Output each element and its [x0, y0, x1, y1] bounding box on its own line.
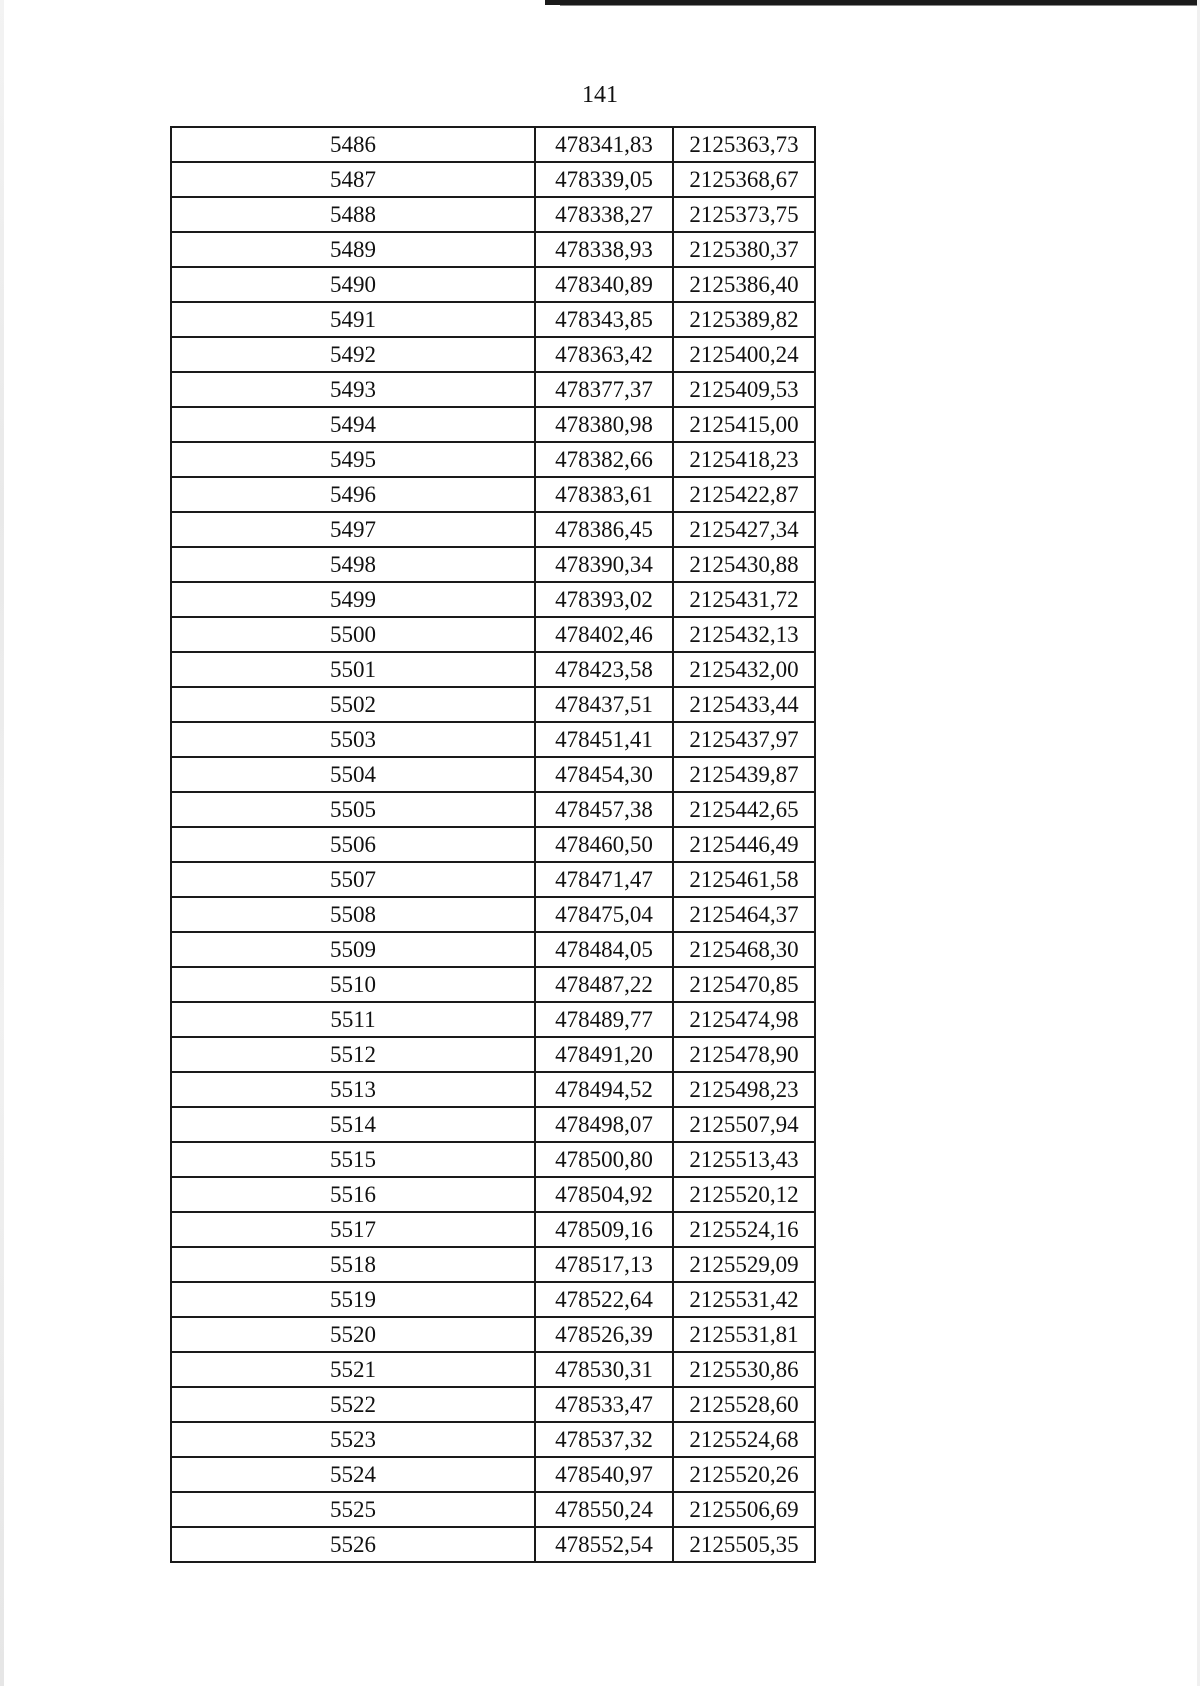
point-number-cell: 5495: [171, 442, 535, 477]
x-coordinate-cell: 478550,24: [535, 1492, 673, 1527]
point-number-cell: 5503: [171, 722, 535, 757]
y-coordinate-cell: 2125524,68: [673, 1422, 815, 1457]
table-row: [171, 477, 815, 512]
y-coordinate-cell: 2125433,44: [673, 687, 815, 722]
table-row: [171, 127, 815, 162]
y-coordinate-cell: 2125520,26: [673, 1457, 815, 1492]
x-coordinate-cell: 478338,27: [535, 197, 673, 232]
point-number-cell: 5500: [171, 617, 535, 652]
point-number-cell: 5516: [171, 1177, 535, 1212]
x-coordinate-cell: 478460,50: [535, 827, 673, 862]
point-number-cell: 5522: [171, 1387, 535, 1422]
x-coordinate-cell: 478494,52: [535, 1072, 673, 1107]
y-coordinate-cell: 2125470,85: [673, 967, 815, 1002]
y-coordinate-cell: 2125432,00: [673, 652, 815, 687]
x-coordinate-cell: 478498,07: [535, 1107, 673, 1142]
y-coordinate-cell: 2125437,97: [673, 722, 815, 757]
y-coordinate-cell: 2125380,37: [673, 232, 815, 267]
table-row: [171, 862, 815, 897]
y-coordinate-cell: 2125507,94: [673, 1107, 815, 1142]
x-coordinate-cell: 478484,05: [535, 932, 673, 967]
x-coordinate-cell: 478552,54: [535, 1527, 673, 1562]
point-number-cell: 5510: [171, 967, 535, 1002]
table-row: [171, 372, 815, 407]
top-border-rule-thin: [560, 5, 1200, 6]
point-number-cell: 5526: [171, 1527, 535, 1562]
x-coordinate-cell: 478393,02: [535, 582, 673, 617]
point-number-cell: 5525: [171, 1492, 535, 1527]
x-coordinate-cell: 478390,34: [535, 547, 673, 582]
y-coordinate-cell: 2125468,30: [673, 932, 815, 967]
table-row: [171, 1387, 815, 1422]
table-row: [171, 1352, 815, 1387]
x-coordinate-cell: 478377,37: [535, 372, 673, 407]
table-row: [171, 967, 815, 1002]
y-coordinate-cell: 2125442,65: [673, 792, 815, 827]
point-number-cell: 5505: [171, 792, 535, 827]
y-coordinate-cell: 2125506,69: [673, 1492, 815, 1527]
point-number-cell: 5521: [171, 1352, 535, 1387]
x-coordinate-cell: 478363,42: [535, 337, 673, 372]
table-row: [171, 442, 815, 477]
point-number-cell: 5518: [171, 1247, 535, 1282]
point-number-cell: 5496: [171, 477, 535, 512]
x-coordinate-cell: 478341,83: [535, 127, 673, 162]
x-coordinate-cell: 478383,61: [535, 477, 673, 512]
point-number-cell: 5491: [171, 302, 535, 337]
y-coordinate-cell: 2125524,16: [673, 1212, 815, 1247]
point-number-cell: 5514: [171, 1107, 535, 1142]
y-coordinate-cell: 2125418,23: [673, 442, 815, 477]
point-number-cell: 5497: [171, 512, 535, 547]
y-coordinate-cell: 2125461,58: [673, 862, 815, 897]
table-row: [171, 302, 815, 337]
y-coordinate-cell: 2125389,82: [673, 302, 815, 337]
x-coordinate-cell: 478380,98: [535, 407, 673, 442]
y-coordinate-cell: 2125415,00: [673, 407, 815, 442]
x-coordinate-cell: 478491,20: [535, 1037, 673, 1072]
y-coordinate-cell: 2125409,53: [673, 372, 815, 407]
y-coordinate-cell: 2125505,35: [673, 1527, 815, 1562]
y-coordinate-cell: 2125446,49: [673, 827, 815, 862]
table-row: [171, 337, 815, 372]
point-number-cell: 5523: [171, 1422, 535, 1457]
y-coordinate-cell: 2125528,60: [673, 1387, 815, 1422]
y-coordinate-cell: 2125531,42: [673, 1282, 815, 1317]
table-row: [171, 1002, 815, 1037]
point-number-cell: 5520: [171, 1317, 535, 1352]
point-number-cell: 5494: [171, 407, 535, 442]
x-coordinate-cell: 478475,04: [535, 897, 673, 932]
table-row: [171, 1142, 815, 1177]
y-coordinate-cell: 2125464,37: [673, 897, 815, 932]
point-number-cell: 5507: [171, 862, 535, 897]
table-row: [171, 1317, 815, 1352]
table-row: [171, 792, 815, 827]
y-coordinate-cell: 2125529,09: [673, 1247, 815, 1282]
x-coordinate-cell: 478451,41: [535, 722, 673, 757]
x-coordinate-cell: 478339,05: [535, 162, 673, 197]
y-coordinate-cell: 2125439,87: [673, 757, 815, 792]
table-row: [171, 757, 815, 792]
y-coordinate-cell: 2125530,86: [673, 1352, 815, 1387]
y-coordinate-cell: 2125478,90: [673, 1037, 815, 1072]
y-coordinate-cell: 2125373,75: [673, 197, 815, 232]
point-number-cell: 5508: [171, 897, 535, 932]
table-row: [171, 1527, 815, 1562]
point-number-cell: 5490: [171, 267, 535, 302]
point-number-cell: 5513: [171, 1072, 535, 1107]
x-coordinate-cell: 478533,47: [535, 1387, 673, 1422]
y-coordinate-cell: 2125363,73: [673, 127, 815, 162]
table-row: [171, 827, 815, 862]
x-coordinate-cell: 478522,64: [535, 1282, 673, 1317]
x-coordinate-cell: 478504,92: [535, 1177, 673, 1212]
point-number-cell: 5501: [171, 652, 535, 687]
point-number-cell: 5509: [171, 932, 535, 967]
point-number-cell: 5519: [171, 1282, 535, 1317]
point-number-cell: 5511: [171, 1002, 535, 1037]
x-coordinate-cell: 478471,47: [535, 862, 673, 897]
x-coordinate-cell: 478340,89: [535, 267, 673, 302]
table-row: [171, 267, 815, 302]
y-coordinate-cell: 2125427,34: [673, 512, 815, 547]
table-row: [171, 407, 815, 442]
table-row: [171, 1107, 815, 1142]
table-row: [171, 1247, 815, 1282]
y-coordinate-cell: 2125498,23: [673, 1072, 815, 1107]
x-coordinate-cell: 478489,77: [535, 1002, 673, 1037]
x-coordinate-cell: 478517,13: [535, 1247, 673, 1282]
table-row: [171, 1177, 815, 1212]
table-row: [171, 1422, 815, 1457]
table-row: [171, 1037, 815, 1072]
scan-edge-left: [0, 0, 4, 1686]
point-number-cell: 5499: [171, 582, 535, 617]
table-row: [171, 932, 815, 967]
x-coordinate-cell: 478540,97: [535, 1457, 673, 1492]
x-coordinate-cell: 478537,32: [535, 1422, 673, 1457]
x-coordinate-cell: 478487,22: [535, 967, 673, 1002]
table-row: [171, 582, 815, 617]
point-number-cell: 5524: [171, 1457, 535, 1492]
point-number-cell: 5512: [171, 1037, 535, 1072]
point-number-cell: 5517: [171, 1212, 535, 1247]
y-coordinate-cell: 2125432,13: [673, 617, 815, 652]
coordinates-table: [170, 126, 816, 1563]
y-coordinate-cell: 2125400,24: [673, 337, 815, 372]
table-row: [171, 1457, 815, 1492]
x-coordinate-cell: 478338,93: [535, 232, 673, 267]
table-row: [171, 617, 815, 652]
x-coordinate-cell: 478437,51: [535, 687, 673, 722]
x-coordinate-cell: 478386,45: [535, 512, 673, 547]
y-coordinate-cell: 2125368,67: [673, 162, 815, 197]
y-coordinate-cell: 2125386,40: [673, 267, 815, 302]
table-row: [171, 512, 815, 547]
x-coordinate-cell: 478382,66: [535, 442, 673, 477]
table-row: [171, 687, 815, 722]
table-row: [171, 1492, 815, 1527]
x-coordinate-cell: 478526,39: [535, 1317, 673, 1352]
y-coordinate-cell: 2125513,43: [673, 1142, 815, 1177]
y-coordinate-cell: 2125520,12: [673, 1177, 815, 1212]
point-number-cell: 5493: [171, 372, 535, 407]
point-number-cell: 5506: [171, 827, 535, 862]
table-row: [171, 722, 815, 757]
y-coordinate-cell: 2125422,87: [673, 477, 815, 512]
table-row: [171, 1072, 815, 1107]
table-row: [171, 162, 815, 197]
x-coordinate-cell: 478500,80: [535, 1142, 673, 1177]
table-row: [171, 652, 815, 687]
point-number-cell: 5502: [171, 687, 535, 722]
point-number-cell: 5487: [171, 162, 535, 197]
point-number-cell: 5515: [171, 1142, 535, 1177]
table-row: [171, 1282, 815, 1317]
y-coordinate-cell: 2125431,72: [673, 582, 815, 617]
x-coordinate-cell: 478509,16: [535, 1212, 673, 1247]
x-coordinate-cell: 478457,38: [535, 792, 673, 827]
point-number-cell: 5492: [171, 337, 535, 372]
x-coordinate-cell: 478423,58: [535, 652, 673, 687]
point-number-cell: 5489: [171, 232, 535, 267]
x-coordinate-cell: 478402,46: [535, 617, 673, 652]
y-coordinate-cell: 2125531,81: [673, 1317, 815, 1352]
y-coordinate-cell: 2125474,98: [673, 1002, 815, 1037]
table-row: [171, 1212, 815, 1247]
table-row: [171, 232, 815, 267]
x-coordinate-cell: 478454,30: [535, 757, 673, 792]
table-row: [171, 547, 815, 582]
x-coordinate-cell: 478530,31: [535, 1352, 673, 1387]
table-row: [171, 197, 815, 232]
page-number: 141: [582, 82, 618, 108]
point-number-cell: 5488: [171, 197, 535, 232]
y-coordinate-cell: 2125430,88: [673, 547, 815, 582]
table-row: [171, 897, 815, 932]
point-number-cell: 5486: [171, 127, 535, 162]
point-number-cell: 5498: [171, 547, 535, 582]
x-coordinate-cell: 478343,85: [535, 302, 673, 337]
coordinates-table-body: [171, 127, 815, 1562]
point-number-cell: 5504: [171, 757, 535, 792]
